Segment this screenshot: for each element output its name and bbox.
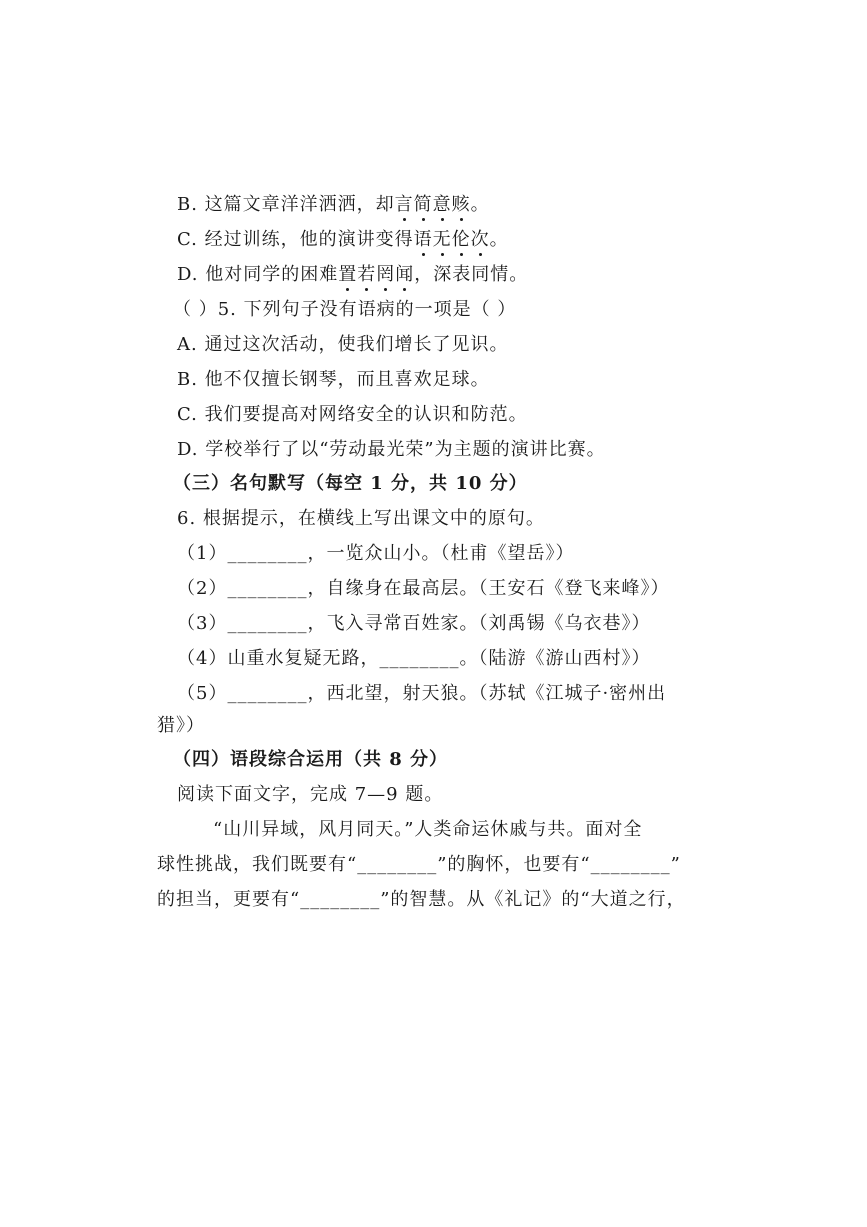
dotted-char: 伦 bbox=[451, 229, 471, 250]
option-text: B. 这篇文章洋洋洒洒，却 bbox=[177, 194, 395, 215]
q4-option-d bbox=[177, 263, 528, 287]
paragraph-line-1: “山川异域，风月同天。”人类命运休戚与共。面对全 bbox=[213, 819, 643, 840]
option-text: 。 bbox=[470, 194, 490, 215]
q6-item-3: （3）________，飞入寻常百姓家。（刘禹锡《乌衣巷》） bbox=[177, 613, 651, 634]
dotted-char: 无 bbox=[432, 229, 452, 250]
q5-option-d: D. 学校举行了以“劳动最光荣”为主题的演讲比赛。 bbox=[177, 439, 606, 460]
q5-option-c: C. 我们要提高对网络安全的认识和防范。 bbox=[177, 404, 528, 425]
dotted-char: 言 bbox=[394, 194, 414, 215]
dotted-char: 意 bbox=[432, 194, 452, 215]
q5-option-b: B. 他不仅擅长钢琴，而且喜欢足球。 bbox=[177, 369, 490, 390]
paragraph-line-2: 球性挑战，我们既要有“________”的胸怀，也要有“________” bbox=[157, 854, 681, 875]
q4-option-c bbox=[177, 228, 509, 252]
dotted-char: 闻 bbox=[395, 264, 415, 285]
q6-stem: 6. 根据提示，在横线上写出课文中的原句。 bbox=[177, 508, 545, 529]
dotted-char: 语 bbox=[413, 229, 433, 250]
dotted-char: 若 bbox=[357, 264, 377, 285]
q6-item-1: （1）________，一览众山小。（杜甫《望岳》） bbox=[177, 543, 575, 564]
q5-option-a: A. 通过这次活动，使我们增长了见识。 bbox=[177, 334, 509, 355]
q5-stem: （ ）5. 下列句子没有语病的一项是（ ） bbox=[173, 299, 517, 320]
paragraph-line-3: 的担当，更要有“________”的智慧。从《礼记》的“大道之行， bbox=[157, 889, 686, 910]
option-text: ，深表同情。 bbox=[414, 264, 529, 285]
option-text: C. 经过训练，他的演讲变得 bbox=[177, 229, 414, 250]
option-text: 。 bbox=[489, 229, 509, 250]
q6-item-5-continued: 猎》） bbox=[157, 715, 205, 736]
option-text: D. 他对同学的困难 bbox=[177, 264, 339, 285]
q6-item-5: （5）________，西北望，射天狼。（苏轼《江城子·密州出 bbox=[177, 683, 667, 704]
dotted-char: 赅 bbox=[451, 194, 471, 215]
q6-item-2: （2）________，自缘身在最高层。（王安石《登飞来峰》） bbox=[177, 578, 670, 599]
q6-item-4: （4）山重水复疑无路，________。（陆游《游山西村》） bbox=[177, 648, 651, 669]
dotted-char: 次 bbox=[470, 229, 490, 250]
dotted-char: 罔 bbox=[376, 264, 396, 285]
q4-option-b bbox=[177, 193, 490, 217]
section-4-heading: （四）语段综合运用（共 8 分） bbox=[173, 749, 449, 770]
dotted-char: 简 bbox=[413, 194, 433, 215]
dotted-char: 置 bbox=[338, 264, 358, 285]
section-3-heading: （三）名句默写（每空 1 分，共 10 分） bbox=[173, 473, 528, 494]
reading-instruction: 阅读下面文字，完成 7—9 题。 bbox=[177, 784, 444, 805]
